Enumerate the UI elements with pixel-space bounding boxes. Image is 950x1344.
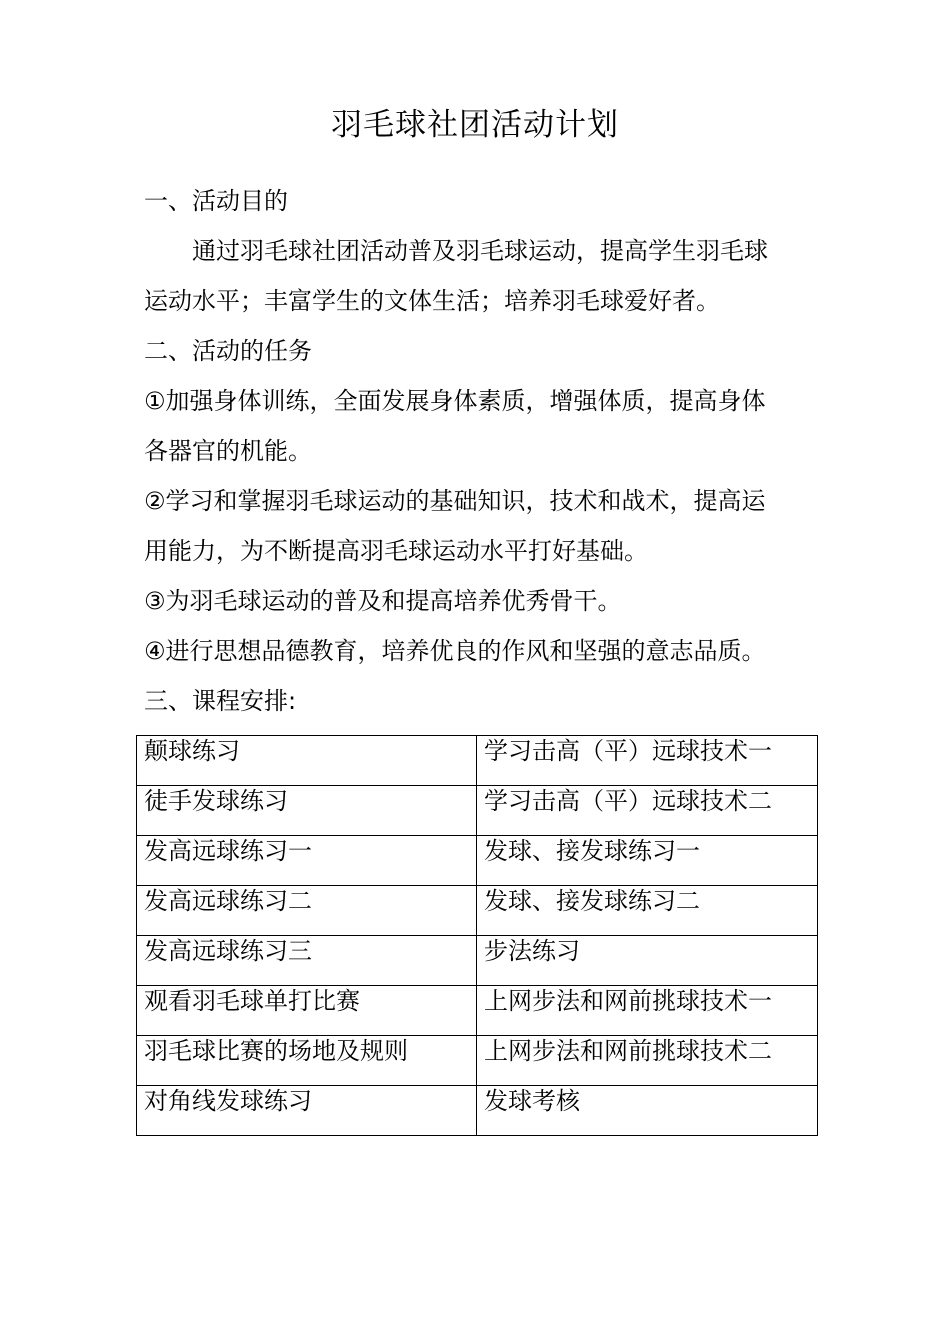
table-cell: 对角线发球练习: [137, 1086, 477, 1136]
table-cell: 发高远球练习一: [137, 836, 477, 886]
table-cell: 颠球练习: [137, 736, 477, 786]
table-row: [137, 736, 818, 786]
table-cell: 发高远球练习二: [137, 886, 477, 936]
section-heading-schedule: 三、课程安排:: [144, 687, 297, 715]
table-cell: 羽毛球比赛的场地及规则: [137, 1036, 477, 1086]
purpose-text-line-1: 通过羽毛球社团活动普及羽毛球运动，提高学生羽毛球: [192, 237, 768, 265]
section-heading-purpose: 一、活动目的: [144, 187, 288, 215]
table-row: [137, 986, 818, 1036]
table-cell: 发球、接发球练习二: [477, 886, 818, 936]
table-cell: 观看羽毛球单打比赛: [137, 986, 477, 1036]
table-row: [137, 936, 818, 986]
table-cell: 学习击高（平）远球技术二: [477, 786, 818, 836]
section-heading-tasks: 二、活动的任务: [144, 337, 312, 365]
task-4: ④进行思想品德教育，培养优良的作风和坚强的意志品质。: [144, 637, 766, 665]
table-cell: 发高远球练习三: [137, 936, 477, 986]
task-2-line-2: 用能力，为不断提高羽毛球运动水平打好基础。: [144, 537, 648, 565]
table-cell: 徒手发球练习: [137, 786, 477, 836]
table-cell: 上网步法和网前挑球技术一: [477, 986, 818, 1036]
table-cell: 步法练习: [477, 936, 818, 986]
document-body: [144, 176, 814, 726]
task-1-line-2: 各器官的机能。: [144, 437, 312, 465]
table-cell: 上网步法和网前挑球技术二: [477, 1036, 818, 1086]
purpose-text-line-2: 运动水平；丰富学生的文体生活；培养羽毛球爱好者。: [144, 287, 720, 315]
task-2-line-1: ②学习和掌握羽毛球运动的基础知识，技术和战术，提高运: [144, 487, 766, 515]
task-3: ③为羽毛球运动的普及和提高培养优秀骨干。: [144, 587, 622, 615]
table-row: [137, 886, 818, 936]
table-row: [137, 836, 818, 886]
table-row: [137, 1086, 818, 1136]
table-row: [137, 786, 818, 836]
table-row: [137, 1036, 818, 1086]
table-cell: 发球、接发球练习一: [477, 836, 818, 886]
table-cell: 学习击高（平）远球技术一: [477, 736, 818, 786]
task-1-line-1: ①加强身体训练，全面发展身体素质，增强体质，提高身体: [144, 387, 766, 415]
course-schedule-table: [136, 735, 818, 1136]
document-title: 羽毛球社团活动计划: [331, 107, 619, 143]
table-cell: 发球考核: [477, 1086, 818, 1136]
